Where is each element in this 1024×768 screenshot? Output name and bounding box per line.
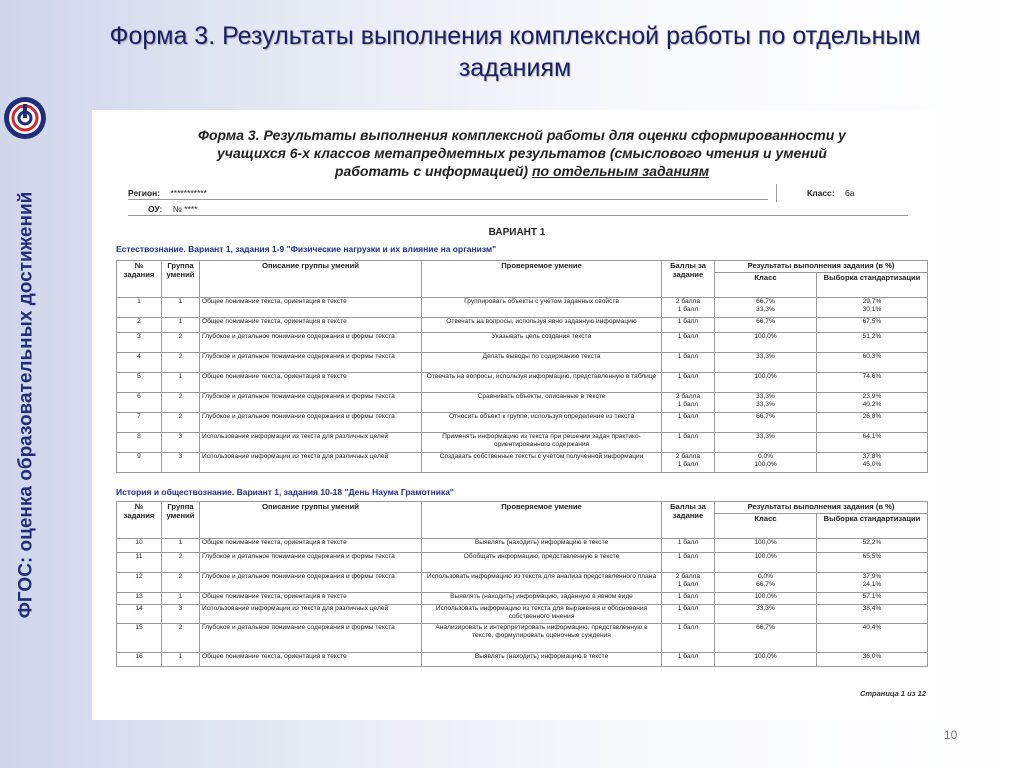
class-result-cell: 33,3%: [715, 605, 817, 624]
document-title-line-3b: по отдельным заданиям: [531, 163, 710, 179]
points-cell: 1 балл: [662, 539, 715, 553]
table-row: [117, 605, 928, 624]
group-description-cell: Использование информации из текста для различных целей: [200, 453, 422, 473]
table-row: [117, 393, 928, 413]
skill-group-cell: 1: [162, 373, 200, 393]
tested-skill-cell: Отвечать на вопросы, используя явно заданную информацию: [422, 318, 662, 333]
skill-group-cell: 3: [162, 605, 200, 624]
tested-skill-cell: Выявлять (находить) информацию в тексте: [422, 653, 662, 667]
header-tested-skill: Проверяемое умение: [422, 502, 662, 539]
group-description-cell: Использование информации из текста для различных целей: [200, 605, 422, 624]
header-tested-skill: Проверяемое умение: [422, 261, 662, 298]
region-label: Регион:: [128, 188, 161, 198]
sample-result-cell: 29,7% 30,1%: [817, 298, 928, 318]
sample-result-cell: 57,1%: [817, 593, 928, 605]
class-result-cell: 33,3% 33,3%: [715, 393, 817, 413]
points-cell: 1 балл: [662, 353, 715, 373]
class-result-cell: 0,0% 100,0%: [715, 453, 817, 473]
task-number-cell: 9: [117, 453, 162, 473]
table-row: [117, 453, 928, 473]
sample-result-cell: 23,9% 40,2%: [817, 393, 928, 413]
table-row: [117, 433, 928, 453]
task-number-cell: 13: [117, 593, 162, 605]
class-label: Класс:: [807, 188, 835, 198]
header-points: Баллы за задание: [662, 261, 715, 298]
document-title-line-3a: работать с информацией): [334, 163, 529, 179]
ou-value: № ****: [172, 204, 198, 214]
header-sample: Выборка стандартизации: [817, 273, 928, 298]
tested-skill-cell: Применять информацию из текста при решении задач практико-ориентированного содержания: [422, 433, 662, 453]
class-result-cell: 33,3%: [715, 353, 817, 373]
slide-title: Форма 3. Результаты выполнения комплексной работы по отдельным заданиям: [109, 22, 921, 82]
table-row: [117, 653, 928, 667]
sidebar-caption-text: ФГОС: оценка образовательных достижений: [15, 191, 37, 619]
task-number-cell: 14: [117, 605, 162, 624]
sample-result-cell: 37,9% 24,1%: [817, 573, 928, 593]
header-results: Результаты выполнения задания (в %): [715, 261, 928, 273]
points-cell: 1 балл: [662, 624, 715, 653]
class-result-cell: 100,0%: [715, 373, 817, 393]
points-cell: 2 балла 1 балл: [662, 298, 715, 318]
tested-skill-cell: Отвечать на вопросы, используя информацию, представленную в таблице: [422, 373, 662, 393]
table-1-body: [117, 298, 928, 473]
ou-label: ОУ:: [148, 204, 163, 214]
tested-skill-cell: Сравнивать объекты, описанные в тексте: [422, 393, 662, 413]
skill-group-cell: 1: [162, 298, 200, 318]
group-description-cell: Глубокое и детальное понимание содержания и формы текста: [200, 413, 422, 433]
tested-skill-cell: Относить объект к группе, используя определение из текста: [422, 413, 662, 433]
task-number-cell: 7: [117, 413, 162, 433]
points-cell: 2 балла 1 балл: [662, 573, 715, 593]
task-number-cell: 1: [117, 298, 162, 318]
group-description-cell: Использование информации из текста для различных целей: [200, 433, 422, 453]
group-description-cell: Глубокое и детальное понимание содержания и формы текста: [200, 393, 422, 413]
page-footer: Страница 1 из 12: [859, 689, 926, 698]
class-result-cell: 100,0%: [715, 593, 817, 605]
group-description-cell: Общее понимание текста, ориентация в тексте: [200, 373, 422, 393]
table-row: [117, 593, 928, 605]
skill-group-cell: 1: [162, 318, 200, 333]
header-class: Класс: [715, 273, 817, 298]
sample-result-cell: 64,1%: [817, 433, 928, 453]
tested-skill-cell: Выявлять (находить) информацию, заданную в явном виде: [422, 593, 662, 605]
results-table-2: [116, 501, 928, 667]
group-description-cell: Глубокое и детальное понимание содержания и формы текста: [200, 573, 422, 593]
sample-result-cell: 38,4%: [817, 605, 928, 624]
document-title-line-3: [122, 162, 922, 180]
task-number-cell: 8: [117, 433, 162, 453]
skill-group-cell: 2: [162, 333, 200, 353]
group-description-cell: Общее понимание текста, ориентация в тексте: [200, 653, 422, 667]
document-title: [122, 126, 922, 180]
class-result-cell: 33,3%: [715, 433, 817, 453]
task-number-cell: 10: [117, 539, 162, 553]
tested-skill-cell: Использовать информацию из текста для выражения и обоснования собственного мнения: [422, 605, 662, 624]
divider-line: [128, 215, 908, 216]
sample-result-cell: 60,3%: [817, 353, 928, 373]
tested-skill-cell: Группировать объекты с учётом заданных свойств: [422, 298, 662, 318]
task-number-cell: 12: [117, 573, 162, 593]
skill-group-cell: 2: [162, 553, 200, 573]
task-number-cell: 15: [117, 624, 162, 653]
group-description-cell: Общее понимание текста, ориентация в тексте: [200, 318, 422, 333]
skill-group-cell: 2: [162, 353, 200, 373]
header-results: Результаты выполнения задания (в %): [715, 502, 928, 514]
variant-heading: ВАРИАНТ 1: [488, 227, 546, 238]
class-result-cell: 100,0%: [715, 333, 817, 353]
slide-number: 10: [944, 728, 958, 742]
task-number-cell: 4: [117, 353, 162, 373]
sample-result-cell: 74,6%: [817, 373, 928, 393]
group-description-cell: Общее понимание текста, ориентация в тексте: [200, 539, 422, 553]
divider-line: [128, 199, 768, 200]
document-title-line-2: учащихся 6-х классов метапредметных результатов (смыслового чтения и умений: [217, 145, 827, 161]
sample-result-cell: 37,8% 45,0%: [817, 453, 928, 473]
task-number-cell: 16: [117, 653, 162, 667]
group-description-cell: Глубокое и детальное понимание содержания и формы текста: [200, 553, 422, 573]
points-cell: 1 балл: [662, 318, 715, 333]
sample-result-cell: 26,8%: [817, 413, 928, 433]
class-result-cell: 100,0%: [715, 553, 817, 573]
tested-skill-cell: Делать выводы по содержанию текста: [422, 353, 662, 373]
table-row: [117, 413, 928, 433]
skill-group-cell: 2: [162, 413, 200, 433]
table-row: [117, 624, 928, 653]
skill-group-cell: 1: [162, 539, 200, 553]
fgos-logo-icon: [3, 96, 47, 140]
points-cell: 1 балл: [662, 413, 715, 433]
table-2-body: [117, 539, 928, 667]
points-cell: 2 балла 1 балл: [662, 453, 715, 473]
table-row: [117, 353, 928, 373]
points-cell: 1 балл: [662, 433, 715, 453]
tested-skill-cell: Анализировать и интерпретировать информацию, представленную в тексте, формулировать оценочные суждения: [422, 624, 662, 653]
class-value: 6а: [844, 188, 855, 198]
class-result-cell: 100,0%: [715, 539, 817, 553]
header-task-number: № задания: [117, 502, 162, 539]
sample-result-cell: 65,5%: [817, 553, 928, 573]
group-description-cell: Глубокое и детальное понимание содержания и формы текста: [200, 353, 422, 373]
table-row: [117, 373, 928, 393]
table-row: [117, 553, 928, 573]
sample-result-cell: 36,0%: [817, 653, 928, 667]
divider-line: [776, 184, 777, 202]
section-1-title: Естествознание. Вариант 1, задания 1-9 "Физические нагрузки и их влияние на организм": [116, 244, 497, 254]
group-description-cell: Глубокое и детальное понимание содержания и формы текста: [200, 624, 422, 653]
group-description-cell: Общее понимание текста, ориентация в тексте: [200, 593, 422, 605]
class-result-cell: 66,7% 33,3%: [715, 298, 817, 318]
skill-group-cell: 1: [162, 653, 200, 667]
header-skill-group: Группа умений: [162, 502, 200, 539]
table-row: [117, 333, 928, 353]
task-number-cell: 5: [117, 373, 162, 393]
region-field: [128, 188, 207, 198]
header-skill-group: Группа умений: [162, 261, 200, 298]
ou-field: [148, 204, 197, 214]
tested-skill-cell: Выявлять (находить) информацию в тексте: [422, 539, 662, 553]
tested-skill-cell: Обобщать информацию, представленную в тексте: [422, 553, 662, 573]
task-number-cell: 3: [117, 333, 162, 353]
document-title-line-1: Форма 3. Результаты выполнения комплексной работы для оценки сформированности у: [198, 127, 846, 143]
skill-group-cell: 2: [162, 624, 200, 653]
header-sample: Выборка стандартизации: [817, 514, 928, 539]
points-cell: 2 балла 1 балл: [662, 393, 715, 413]
results-table-1: [116, 260, 928, 473]
task-number-cell: 11: [117, 553, 162, 573]
task-number-cell: 2: [117, 318, 162, 333]
skill-group-cell: 3: [162, 453, 200, 473]
class-result-cell: 66,7%: [715, 318, 817, 333]
table-row: [117, 573, 928, 593]
skill-group-cell: 3: [162, 433, 200, 453]
header-group-description: Описание группы умений: [200, 502, 422, 539]
points-cell: 1 балл: [662, 593, 715, 605]
tested-skill-cell: Создавать собственные тексты с учётом полученной информации: [422, 453, 662, 473]
sample-result-cell: 51,2%: [817, 333, 928, 353]
header-points: Баллы за задание: [662, 502, 715, 539]
class-field: [807, 188, 854, 198]
header-class: Класс: [715, 514, 817, 539]
sidebar-caption: [6, 170, 46, 640]
sample-result-cell: 40,4%: [817, 624, 928, 653]
skill-group-cell: 2: [162, 573, 200, 593]
table-row: [117, 298, 928, 318]
class-result-cell: 66,7%: [715, 624, 817, 653]
section-2-title: История и обществознание. Вариант 1, задания 10-18 "День Наума Грамотника": [116, 487, 454, 497]
points-cell: 1 балл: [662, 373, 715, 393]
table-row: [117, 539, 928, 553]
skill-group-cell: 1: [162, 593, 200, 605]
tested-skill-cell: Использовать информацию из текста для анализа представленного плана: [422, 573, 662, 593]
region-value: ***********: [170, 188, 207, 198]
class-result-cell: 0,0% 66,7%: [715, 573, 817, 593]
skill-group-cell: 2: [162, 393, 200, 413]
points-cell: 1 балл: [662, 553, 715, 573]
class-result-cell: 66,7%: [715, 413, 817, 433]
task-number-cell: 6: [117, 393, 162, 413]
sample-result-cell: 67,5%: [817, 318, 928, 333]
points-cell: 1 балл: [662, 333, 715, 353]
header-task-number: № задания: [117, 261, 162, 298]
tested-skill-cell: Указывать цель создания текста: [422, 333, 662, 353]
group-description-cell: Общее понимание текста, ориентация в тексте: [200, 298, 422, 318]
points-cell: 1 балл: [662, 605, 715, 624]
points-cell: 1 балл: [662, 653, 715, 667]
table-row: [117, 318, 928, 333]
document-scan: [92, 110, 942, 720]
sample-result-cell: 52,2%: [817, 539, 928, 553]
header-group-description: Описание группы умений: [200, 261, 422, 298]
group-description-cell: Глубокое и детальное понимание содержания и формы текста: [200, 333, 422, 353]
class-result-cell: 100,0%: [715, 653, 817, 667]
